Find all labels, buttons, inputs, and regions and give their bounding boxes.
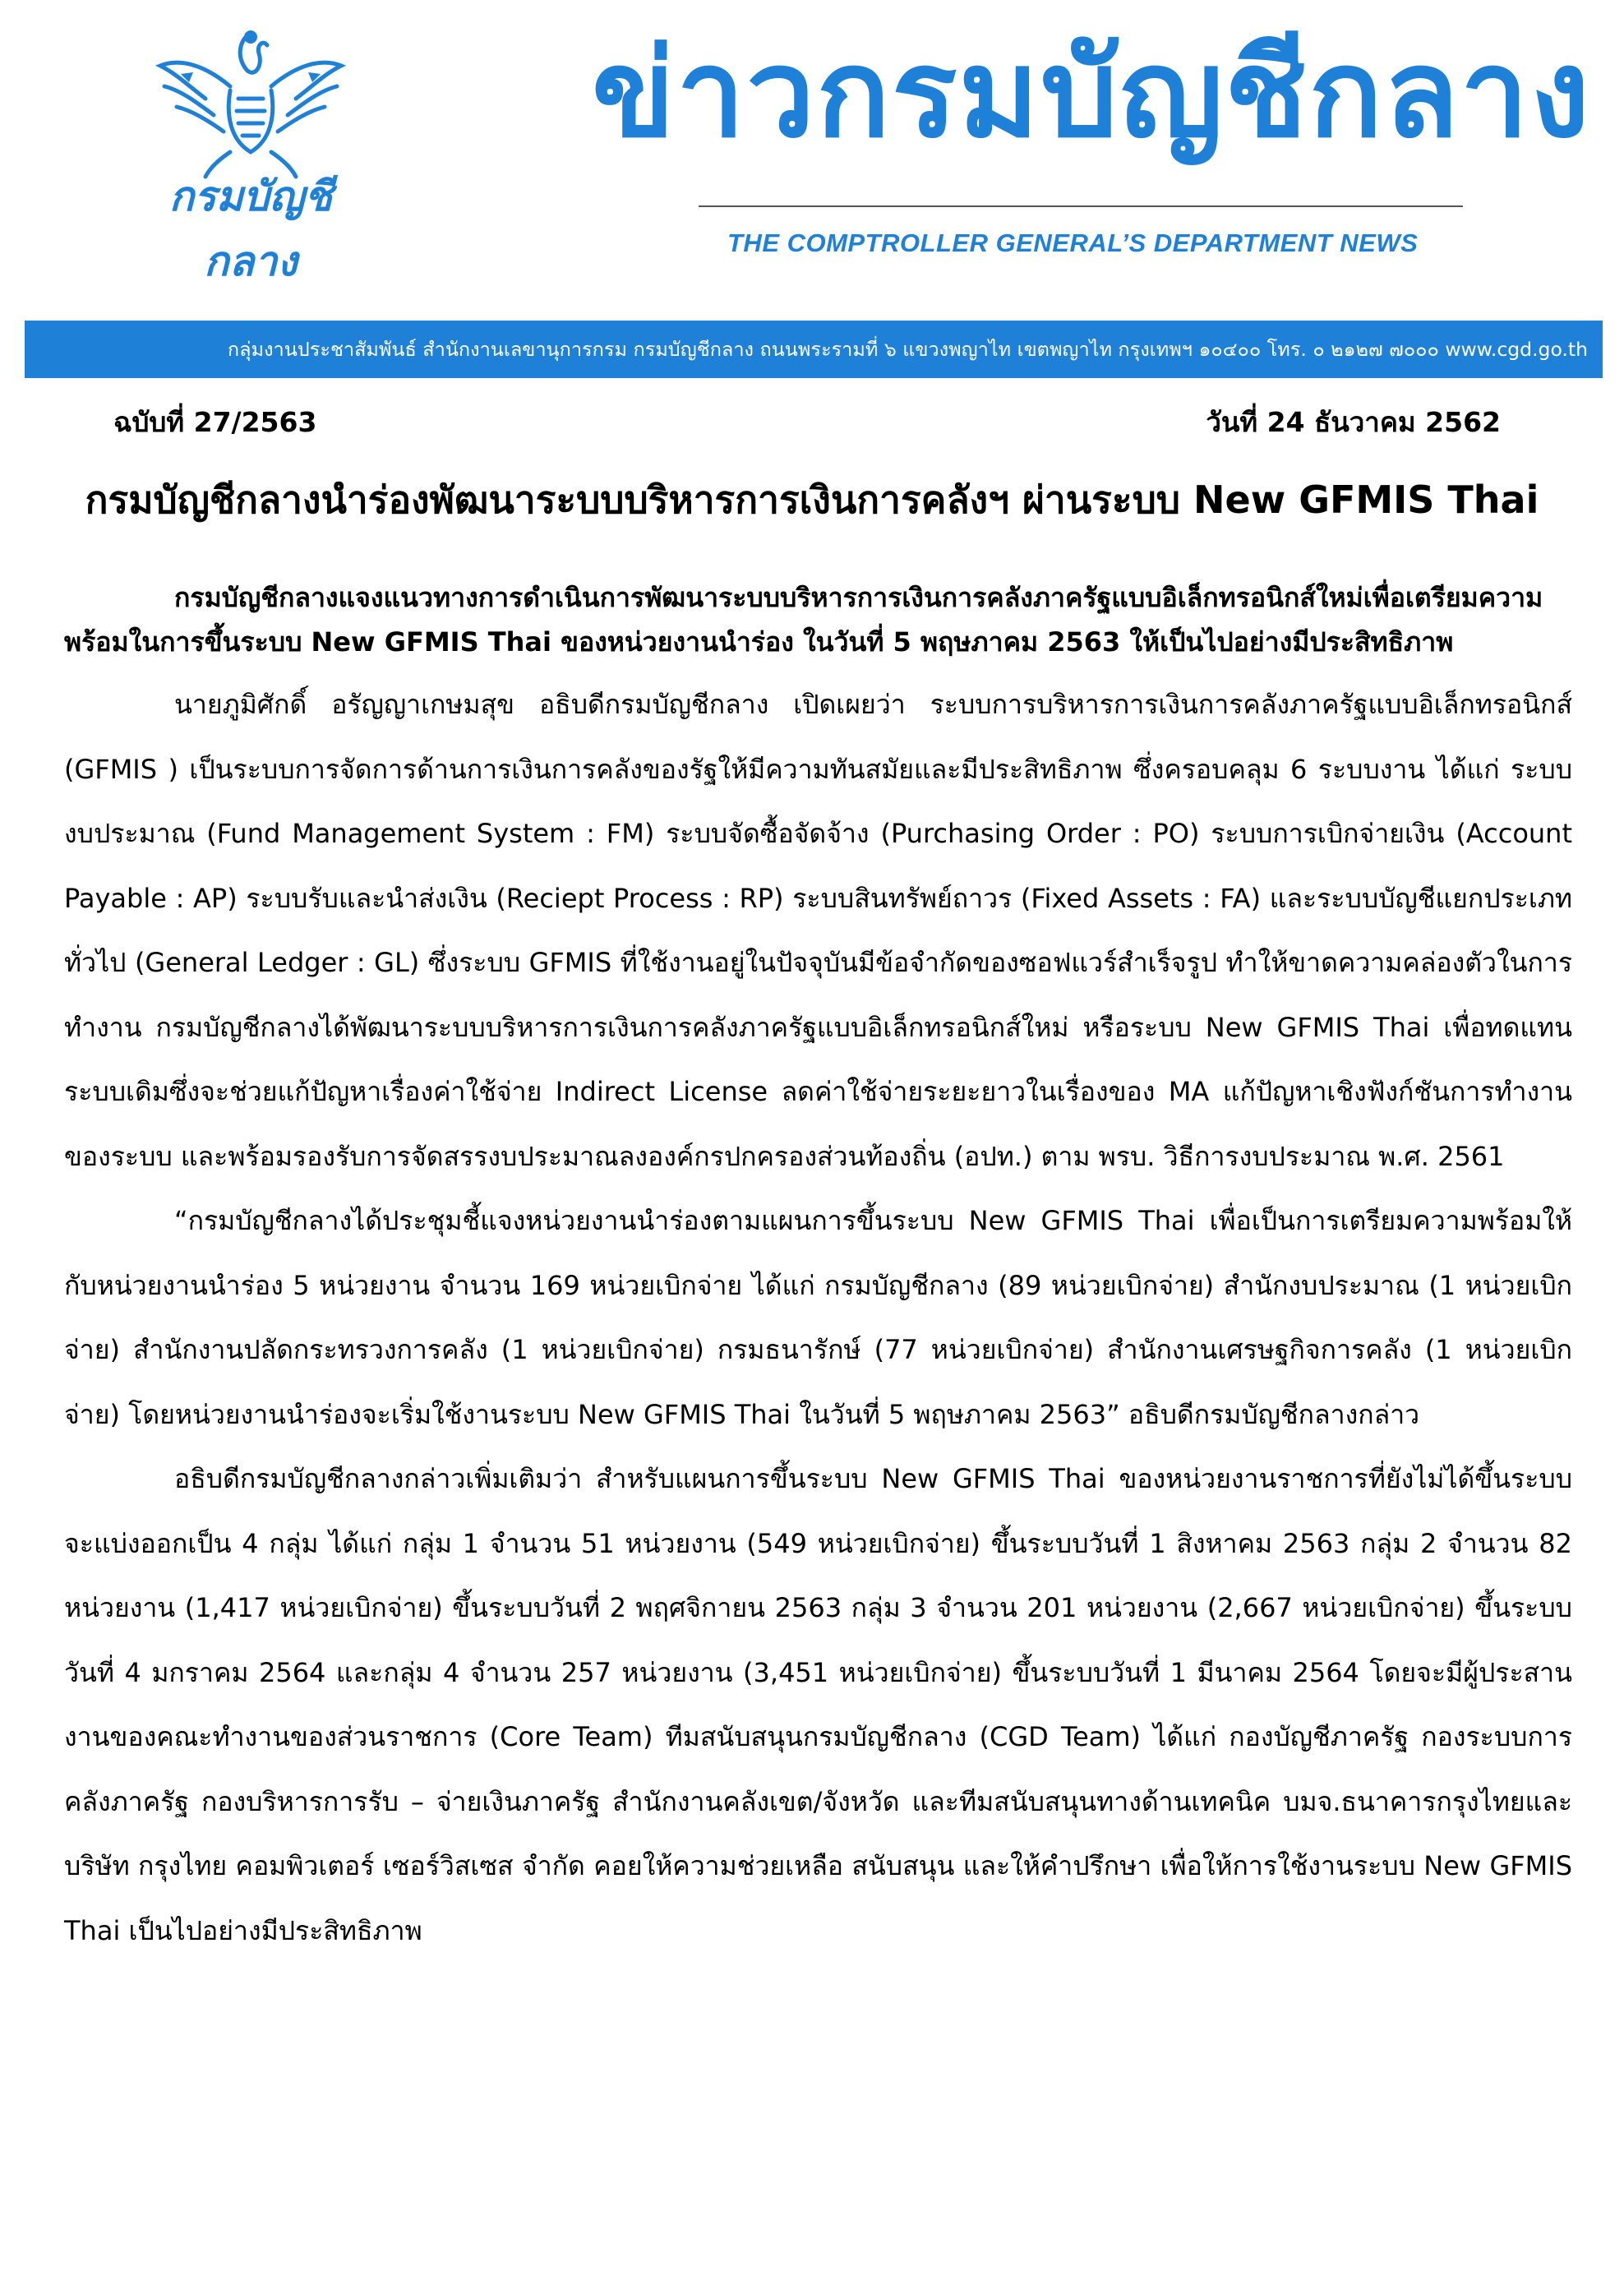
body-paragraph-2: “กรมบัญชีกลางได้ประชุมชี้แจงหน่วยงานนำร่องตามแผนการขึ้นระบบ New GFMIS Thai เพื่อเป็นการเตรียมความพร้อมให้กับหน่วยงานนำร่อง 5 หน่วยงาน จำนวน 169 หน่วยเบิกจ่าย ได้แก่ กรมบัญชีกลาง (89 หน่วยเบิกจ่าย) สำนักงบประมาณ (1 หน่วยเบิกจ่าย) สำนักงานปลัดกระทรวงการคลัง (1 หน่วยเบิกจ่าย) กรมธนารักษ์ (77 หน่วยเบิกจ่าย) สำนักงานเศรษฐกิจการคลัง (1 หน่วยเบิกจ่าย) โดยหน่วยงานนำร่องจะเริ่มใช้งานระบบ New GFMIS Thai ในวันที่ 5 พฤษภาคม 2563” อธิบดีกรมบัญชีกลางกล่าว: [64, 1205, 1573, 1430]
masthead-subtitle: THE COMPTROLLER GENERAL’S DEPARTMENT NEWS: [727, 228, 1419, 257]
lead-paragraph: กรมบัญชีกลางแจงแนวทางการดำเนินการพัฒนาระบบบริหารการเงินการคลังภาครัฐแบบอิเล็กทรอนิกส์ใหม่เพื่อเตรียมความพร้อมในการขึ้นระบบ New GFMIS Thai ของหน่วยงานนำร่อง ในวันที่ 5 พฤษภาคม 2563 ให้เป็นไปอย่างมีประสิทธิภาพ: [64, 582, 1543, 658]
article-body: [64, 575, 1572, 1963]
logo-caption: กรมบัญชีกลาง: [168, 173, 333, 285]
issue-number: ฉบับที่ 27/2563: [113, 406, 317, 438]
masthead-title: ข่าวกรมบัญชีกลาง: [592, 23, 1592, 164]
issue-date: วันที่ 24 ธันวาคม 2562: [1206, 406, 1501, 438]
contact-bar: กลุ่มงานประชาสัมพันธ์ สำนักงานเลขานุการกรม กรมบัญชีกลาง ถนนพระรามที่ ๖ แขวงพญาไท เขตพญาไท กรุงเทพฯ ๑๐๔๐๐ โทร. ๐ ๒๑๒๗ ๗๐๐๐ www.cgd.go.th: [25, 321, 1603, 378]
body-paragraph-3: อธิบดีกรมบัญชีกลางกล่าวเพิ่มเติมว่า สำหรับแผนการขึ้นระบบ New GFMIS Thai ของหน่วยงานราชการที่ยังไม่ได้ขึ้นระบบ จะแบ่งออกเป็น 4 กลุ่ม ได้แก่ กลุ่ม 1 จำนวน 51 หน่วยงาน (549 หน่วยเบิกจ่าย) ขึ้นระบบวันที่ 1 สิงหาคม 2563 กลุ่ม 2 จำนวน 82 หน่วยงาน (1,417 หน่วยเบิกจ่าย) ขึ้นระบบวันที่ 2 พฤศจิกายน 2563 กลุ่ม 3 จำนวน 201 หน่วยงาน (2,667 หน่วยเบิกจ่าย) ขึ้นระบบวันที่ 4 มกราคม 2564 และกลุ่ม 4 จำนวน 257 หน่วยงาน (3,451 หน่วยเบิกจ่าย) ขึ้นระบบวันที่ 1 มีนาคม 2564 โดยจะมีผู้ประสานงานของคณะทำงานของส่วนราชการ (Core Team) ทีมสนับสนุนกรมบัญชีกลาง (CGD Team) ได้แก่ กองบัญชีภาครัฐ กองระบบการคลังภาครัฐ กองบริหารการรับ – จ่ายเงินภาครัฐ สำนักงานคลังเขต/จังหวัด และทีมสนับสนุนทางด้านเทคนิค บมจ.ธนาคารกรุงไทยและบริษัท กรุงไทย คอมพิวเตอร์ เซอร์วิสเซส จำกัด คอยให้ความช่วยเหลือ สนับสนุน และให้คำปรึกษา เพื่อให้การใช้งานระบบ New GFMIS Thai เป็นไปอย่างมีประสิทธิภาพ: [64, 1463, 1572, 1946]
headline: กรมบัญชีกลางนำร่องพัฒนาระบบบริหารการเงินการคลังฯ ผ่านระบบ New GFMIS Thai: [85, 478, 1539, 522]
body-paragraph-1: นายภูมิศักดิ์ อรัญญาเกษมสุข อธิบดีกรมบัญชีกลาง เปิดเผยว่า ระบบการบริหารการเงินการคลังภาครัฐแบบอิเล็กทรอนิกส์ (GFMIS ) เป็นระบบการจัดการด้านการเงินการคลังของรัฐให้มีความทันสมัยและมีประสิทธิภาพ ซึ่งครอบคลุม 6 ระบบงาน ได้แก่ ระบบงบประมาณ (Fund Management System : FM) ระบบจัดซื้อจัดจ้าง (Purchasing Order : PO) ระบบการเบิกจ่ายเงิน (Account Payable : AP) ระบบรับและนำส่งเงิน (Reciept Process : RP) ระบบสินทรัพย์ถาวร (Fixed Assets : FA) และระบบบัญชีแยกประเภททั่วไป (General Ledger : GL) ซึ่งระบบ GFMIS ที่ใช้งานอยู่ในปัจจุบันมีข้อจำกัดของซอฟแวร์สำเร็จรูป ทำให้ขาดความคล่องตัวในการทำงาน กรมบัญชีกลางได้พัฒนาระบบบริหารการเงินการคลังภาครัฐแบบอิเล็กทรอนิกส์ใหม่ หรือระบบ New GFMIS Thai เพื่อทดแทนระบบเดิมซึ่งจะช่วยแก้ปัญหาเรื่องค่าใช้จ่าย Indirect License ลดค่าใช้จ่ายระยะยาวในเรื่องของ MA แก้ปัญหาเชิงฟังก์ชันการทำงานของระบบ และพร้อมรองรับการจัดสรรงบประมาณลงองค์กรปกครองส่วนท้องถิ่น (อปท.) ตาม พรบ. วิธีการงบประมาณ พ.ศ. 2561: [64, 689, 1572, 1172]
masthead-divider: [699, 205, 1463, 207]
